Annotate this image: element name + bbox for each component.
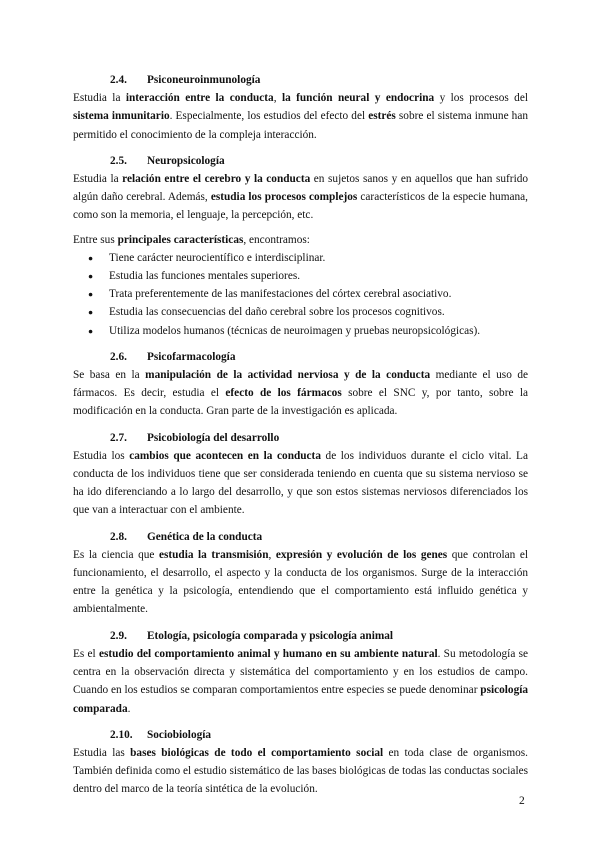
section-paragraph [73,231,528,249]
section [73,348,528,421]
section-heading [73,726,528,744]
section-paragraph [73,89,528,144]
section-heading [73,429,528,447]
section [73,71,528,144]
text-run: Es el [73,647,99,660]
section-title: Psicobiología del desarrollo [147,431,280,444]
bold-text: manipulación de la actividad nerviosa y de la conducta [145,369,431,382]
section-number: 2.7. [110,431,127,444]
section-number: 2.10. [110,728,133,741]
text-run: . Su metodología se centra en la observación directa y sistemática del comportamiento y en los estudios de campo. Cuando en los estudios se comparan comportamientos entre especies se puede denominar [73,647,528,697]
section-title: Psiconeuroinmunología [147,74,261,86]
section-heading [73,627,528,645]
section [73,726,528,799]
bold-text: estudio del comportamiento animal y humano en su ambiente natural [98,647,438,660]
text-run: sobre el sistema inmune han permitido el conocimiento de la compleja interacción. [73,110,528,141]
characteristics-list [73,249,528,340]
section-heading [73,71,528,89]
text-run: y los procesos del [434,92,528,105]
section-paragraph [73,744,528,799]
text-run: , [268,548,276,561]
document-body [73,71,528,799]
bold-text: efecto de los fármacos [225,387,342,400]
section-paragraph [73,645,528,718]
section-title: Psicofarmacología [147,350,236,363]
text-run: que controlan el funcionamiento, el desarrollo, el aspecto y la conducta de los organismos. Surge de la interacción entre la genética y la psicología, entendiendo que el comportamiento está influido genética y ambientalmente. [73,548,528,616]
bold-text: psicología comparada [73,684,528,715]
section-paragraph [73,366,528,421]
list-item: ● Trata preferentemente de las manifestaciones del córtex cerebral asociativo. [73,285,528,303]
text-run: Es la ciencia que [73,548,159,561]
list-item: ● Tiene carácter neurocientífico e interdisciplinar. [73,249,528,267]
section-number: 2.5. [110,154,127,167]
text-run: , [273,92,282,105]
section-heading [73,348,528,366]
list-item: ● Estudia las funciones mentales superiores. [73,267,528,285]
text-run: de los individuos durante el ciclo vital. La conducta de los individuos tiene que ser considerada teniendo en cuenta que su sistema nervioso se ha ido diferenciando a lo largo del desarrollo, y que son estos sistemas nerviosos diferenciados los que van a interactuar con el ambiente. [73,449,528,517]
section-title: Genética de la conducta [147,530,263,543]
text-run: en toda clase de organismos. También definida como el estudio sistemático de las bases biológicas de todas las conductas sociales dentro del marco de la teoría sintética de la evolución. [73,746,528,796]
section-heading [73,528,528,546]
section-heading [73,152,528,170]
text-run: sobre el SNC y, por tanto, sobre la modificación en la conducta. Gran parte de la investigación es aplicada. [73,387,528,418]
text-run: Estudia la [73,173,123,186]
section-number: 2.4. [110,74,127,86]
bold-text: relación entre el cerebro y la conducta [122,173,311,186]
text-run: Estudia las [73,746,131,759]
bold-text: sistema inmunitario [73,110,170,123]
bold-text: principales características [117,233,244,246]
bold-text: estudia los procesos complejos [210,191,358,204]
text-run: Estudia los [73,449,130,462]
text-run: característicos de la especie humana, como son la memoria, el lenguaje, la percepción, etc. [73,191,528,222]
bold-text: estrés [368,110,396,123]
text-run: , encontramos: [243,233,310,246]
list-item: ● Utiliza modelos humanos (técnicas de neuroimagen y pruebas neuropsicológicas). [73,322,528,340]
section-title: Etología, psicología comparada y psicología animal [147,629,394,642]
bold-text: la función neural y endocrina [281,92,435,105]
text-run: mediante el uso de fármacos. Es decir, estudia el [73,369,529,400]
section-title: Sociobiología [147,728,212,741]
bold-text: bases biológicas de todo el comportamiento social [130,746,384,759]
page-number: 2 [519,795,525,807]
section-paragraph [73,447,528,520]
section [73,627,528,718]
section-number: 2.6. [110,350,127,363]
section-title: Neuropsicología [147,154,225,167]
text-run: Estudia la [73,92,126,105]
list-item: ● Estudia las consecuencias del daño cerebral sobre los procesos cognitivos. [73,303,528,321]
section-number: 2.8. [110,530,127,543]
text-run: Entre sus [73,233,118,246]
section [73,152,528,340]
section-paragraph [73,170,528,225]
section [73,528,528,619]
section-number: 2.9. [110,629,127,642]
bold-text: estudia la transmisión [158,548,269,561]
section [73,429,528,520]
text-run: Se basa en la [73,369,146,382]
bold-text: cambios que acontecen en la conducta [129,449,321,462]
text-run: . Especialmente, los estudios del efecto del [169,110,369,123]
text-run: . [127,702,131,715]
bold-text: expresión y evolución de los genes [275,548,448,561]
text-run: en sujetos sanos y en aquellos que han sufrido algún daño cerebral. Además, [73,173,529,204]
section-paragraph [73,546,528,619]
bold-text: interacción entre la conducta [125,92,274,105]
